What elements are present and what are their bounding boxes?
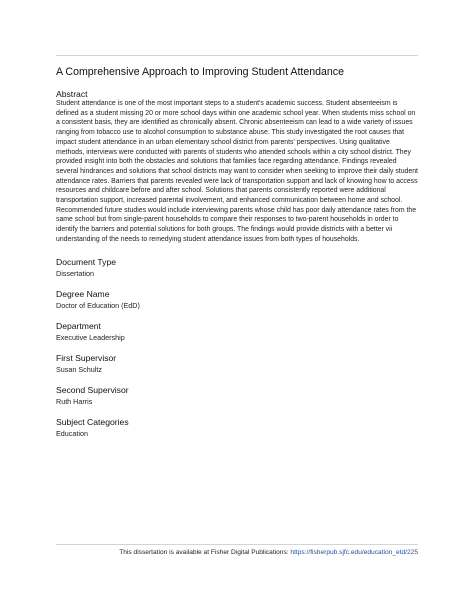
field-value: Susan Schultz xyxy=(56,364,102,374)
document-body xyxy=(56,66,418,439)
abstract-heading: Abstract xyxy=(56,89,88,99)
field-degree-name xyxy=(56,289,418,311)
repository-link[interactable]: https://fisherpub.sjfc.edu/education_etd/225 xyxy=(290,549,418,556)
field-label: Department xyxy=(56,320,101,331)
field-label: Subject Categories xyxy=(56,416,129,427)
field-value: Ruth Harris xyxy=(56,396,93,406)
field-subject-categories xyxy=(56,417,418,439)
field-label: Degree Name xyxy=(56,288,110,299)
field-value: Executive Leadership xyxy=(56,332,125,342)
field-first-supervisor xyxy=(56,353,418,375)
field-label: Document Type xyxy=(56,256,117,267)
field-value: Education xyxy=(56,428,88,438)
footer-availability xyxy=(56,548,418,557)
top-divider xyxy=(56,55,418,56)
abstract-section xyxy=(56,89,418,245)
field-label: First Supervisor xyxy=(56,352,117,363)
document-title: A Comprehensive Approach to Improving Student Attendance xyxy=(56,66,344,78)
field-department xyxy=(56,321,418,343)
field-value: Dissertation xyxy=(56,268,94,278)
field-value: Doctor of Education (EdD) xyxy=(56,300,140,310)
field-label: Second Supervisor xyxy=(56,384,129,395)
field-document-type xyxy=(56,257,418,279)
field-second-supervisor xyxy=(56,385,418,407)
footer-text: This dissertation is available at Fisher Digital Publications: xyxy=(119,549,291,556)
bottom-divider xyxy=(56,544,418,545)
abstract-text: Student attendance is one of the most important steps to a student's academic success. Student absenteeism is defined as a student missing 20 or more school days within one academic school year. When students miss school on a consistent basis, they are identified as chronically absent. Chronic absenteeism can lead to a wide variety of issues ranging from tobacco use to alcohol consumption to substance abuse. This study investigated the root causes that impact student attendance in an urban elementary school district from parents' perspectives. Using qualitative methods, interviews were conducted with parents of students who attended schools within a city school district. They provided insight into both the obstacles and solutions that families face regarding attendance. Findings revealed several hindrances and solutions that school districts may want to consider when seeking to improve their daily student attendance rates. Barriers that parents revealed were lack of transportation support and lack of knowing how to access resources and childcare before and after school. Solutions that parents consistently reported were additional transportation support, increased parental involvement, and enhanced communication between home and school. Recommended future studies would include interviewing parents whose child has poor daily attendance rates from the same school but from single-parent households to compare their responses to two-parent households in order to identify the barriers and potential solutions for both groups. The findings would provide districts with a better vii understanding of the needs to remedying student attendance issues from both types of households. xyxy=(56,100,418,243)
